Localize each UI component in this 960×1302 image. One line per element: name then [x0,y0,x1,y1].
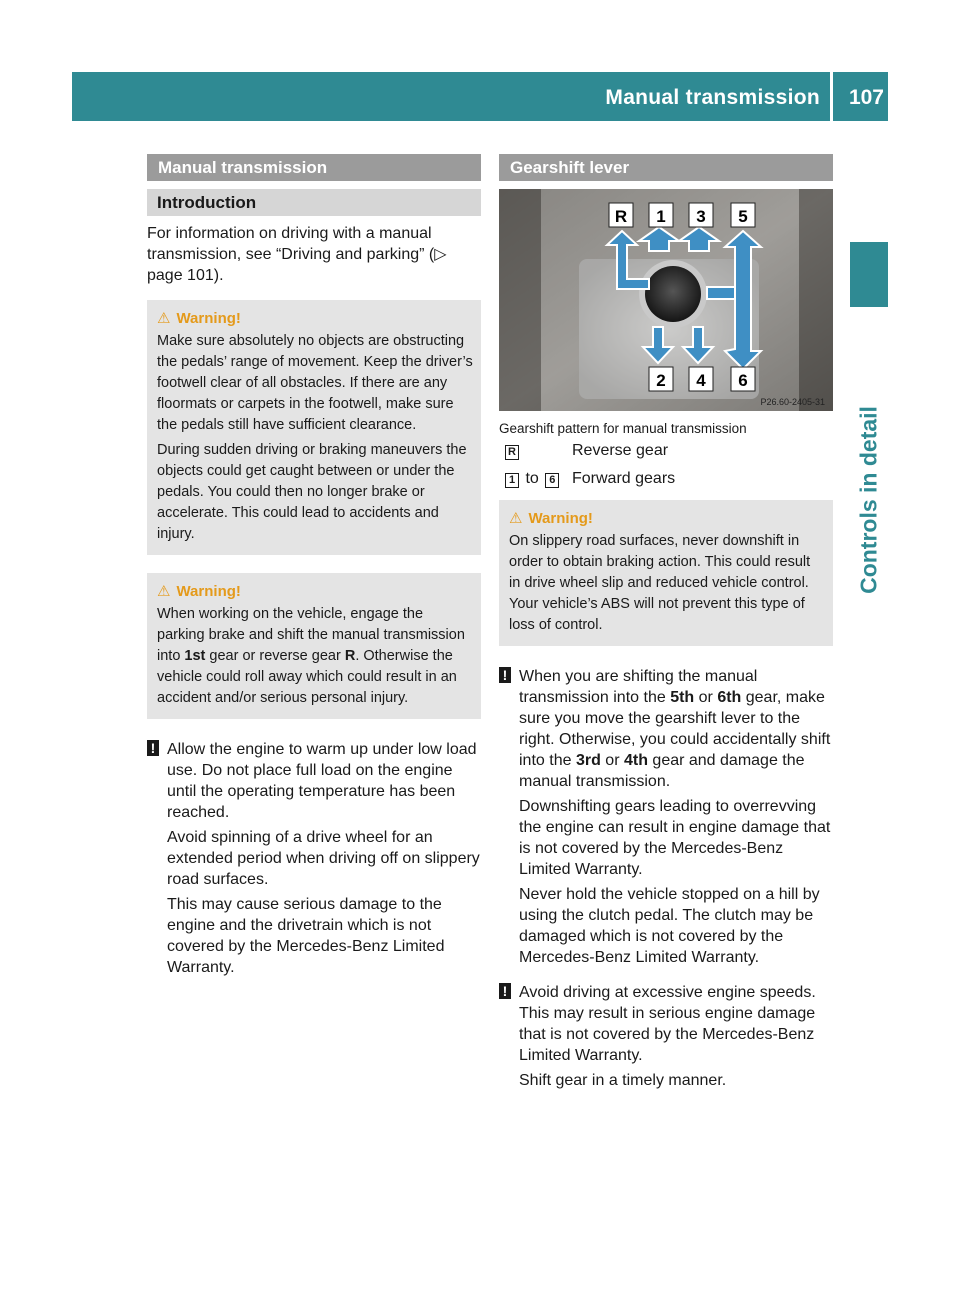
gear-key-1: 1 [505,473,519,488]
legend-label: Forward gears [572,470,676,487]
note-paragraph: Downshifting gears leading to overrevving the engine can result in engine damage that is not covered by the Mercedes-Benz Limited Warranty. [519,798,831,878]
note-paragraph: When you are shifting the manual transmission into the 5th or 6th gear, make sure you move the gearshift lever to the right. Otherwise, you could accidentally shift into the 3rd or 4th gear and damage the manual transmission. [519,668,831,790]
warning-title: Warning! [528,510,593,527]
warning-paragraph: Make sure absolutely no objects are obstructing the pedals’ range of movement. Keep the driver’s footwell clear of all obstacles. If there are any floormats or carpets in the footwell, make sure the pedals still have sufficient clearance. [157,333,473,433]
warning-title: Warning! [176,583,241,600]
page-header [72,72,888,121]
gear-label-4: 4 [696,371,706,390]
note-paragraph: Allow the engine to warm up under low load use. Do not place full load on the engine until the operating temperature has been reached. [167,741,477,821]
gear-label-6: 6 [738,371,748,390]
gear-key-r: R [505,445,519,460]
warning-paragraph: When working on the vehicle, engage the parking brake and shift the manual transmission into 1st gear or reverse gear R. Otherwise the vehicle could roll away which could result in an accident and/or serious personal injury. [157,606,465,706]
warning-triangle-icon: ⚠ [157,583,171,600]
gear-label-3: 3 [696,207,706,226]
page-number: 107 [848,86,884,109]
gear-key-6: 6 [545,473,559,488]
right-column [499,154,833,1095]
note-paragraph: Shift gear in a timely manner. [519,1072,727,1089]
warning-triangle-icon: ⚠ [509,510,523,527]
gearshift-photo [499,189,833,411]
gear-label-5: 5 [738,207,748,226]
warning-heading [509,508,825,529]
note-paragraph: Avoid driving at excessive engine speeds. This may result in serious engine damage that is not covered by the Mercedes-Benz Limited Warranty. [519,984,816,1064]
left-column [147,154,481,982]
warning-title: Warning! [176,310,241,327]
section-title: Manual transmission [147,154,481,181]
legend-label: Reverse gear [572,442,669,459]
gearshift-pattern-figure [499,189,833,411]
intro-text: For information on driving with a manual transmission, see “Driving and parking” (▷ page 101). [147,225,447,284]
warning-paragraph: During sudden driving or braking maneuvers the objects could get caught between or under the pedals. You could then no longer brake or accelerate. This could lead to accidents and injury. [157,442,467,542]
warning-paragraph: On slippery road surfaces, never downshift in order to obtain braking action. This could result in drive wheel slip and reduced vehicle control. Your vehicle’s ABS will not prevent this type of loss of control. [509,533,811,633]
warning-box [499,500,833,646]
section-title: Gearshift lever [499,154,833,181]
warning-heading [157,581,473,602]
side-tab-marker [850,242,888,307]
note-paragraph: Avoid spinning of a drive wheel for an extended period when driving off on slippery road surfaces. [167,829,480,888]
legend-row: 1 to 6 Forward gears [499,466,833,492]
note-block [499,666,833,968]
note-block [147,739,481,978]
header-title: Manual transmission [605,86,820,109]
note-paragraph: This may cause serious damage to the engine and the drivetrain which is not covered by the Mercedes-Benz Limited Warranty. [167,896,445,976]
gear-label-r: R [614,207,628,226]
exclamation-icon: ! [499,667,511,683]
note-block [499,982,833,1091]
gear-label-1: 1 [656,207,666,226]
warning-box [147,573,481,719]
warning-box [147,300,481,555]
warning-triangle-icon: ⚠ [157,310,171,327]
header-divider [830,72,833,121]
warning-heading [157,308,473,329]
subsection-title: Introduction [147,189,481,216]
legend-row [499,438,833,464]
exclamation-icon: ! [147,740,159,756]
note-paragraph: Never hold the vehicle stopped on a hill by using the clutch pedal. The clutch may be damaged which is not covered by the Mercedes-Benz Limited Warranty. [519,886,820,966]
side-tab-label: Controls in detail [855,406,882,594]
figure-caption: Gearshift pattern for manual transmission [499,421,747,436]
image-code: P26.60-2405-31 [760,397,825,407]
gear-label-2: 2 [656,371,666,390]
exclamation-icon: ! [499,983,511,999]
